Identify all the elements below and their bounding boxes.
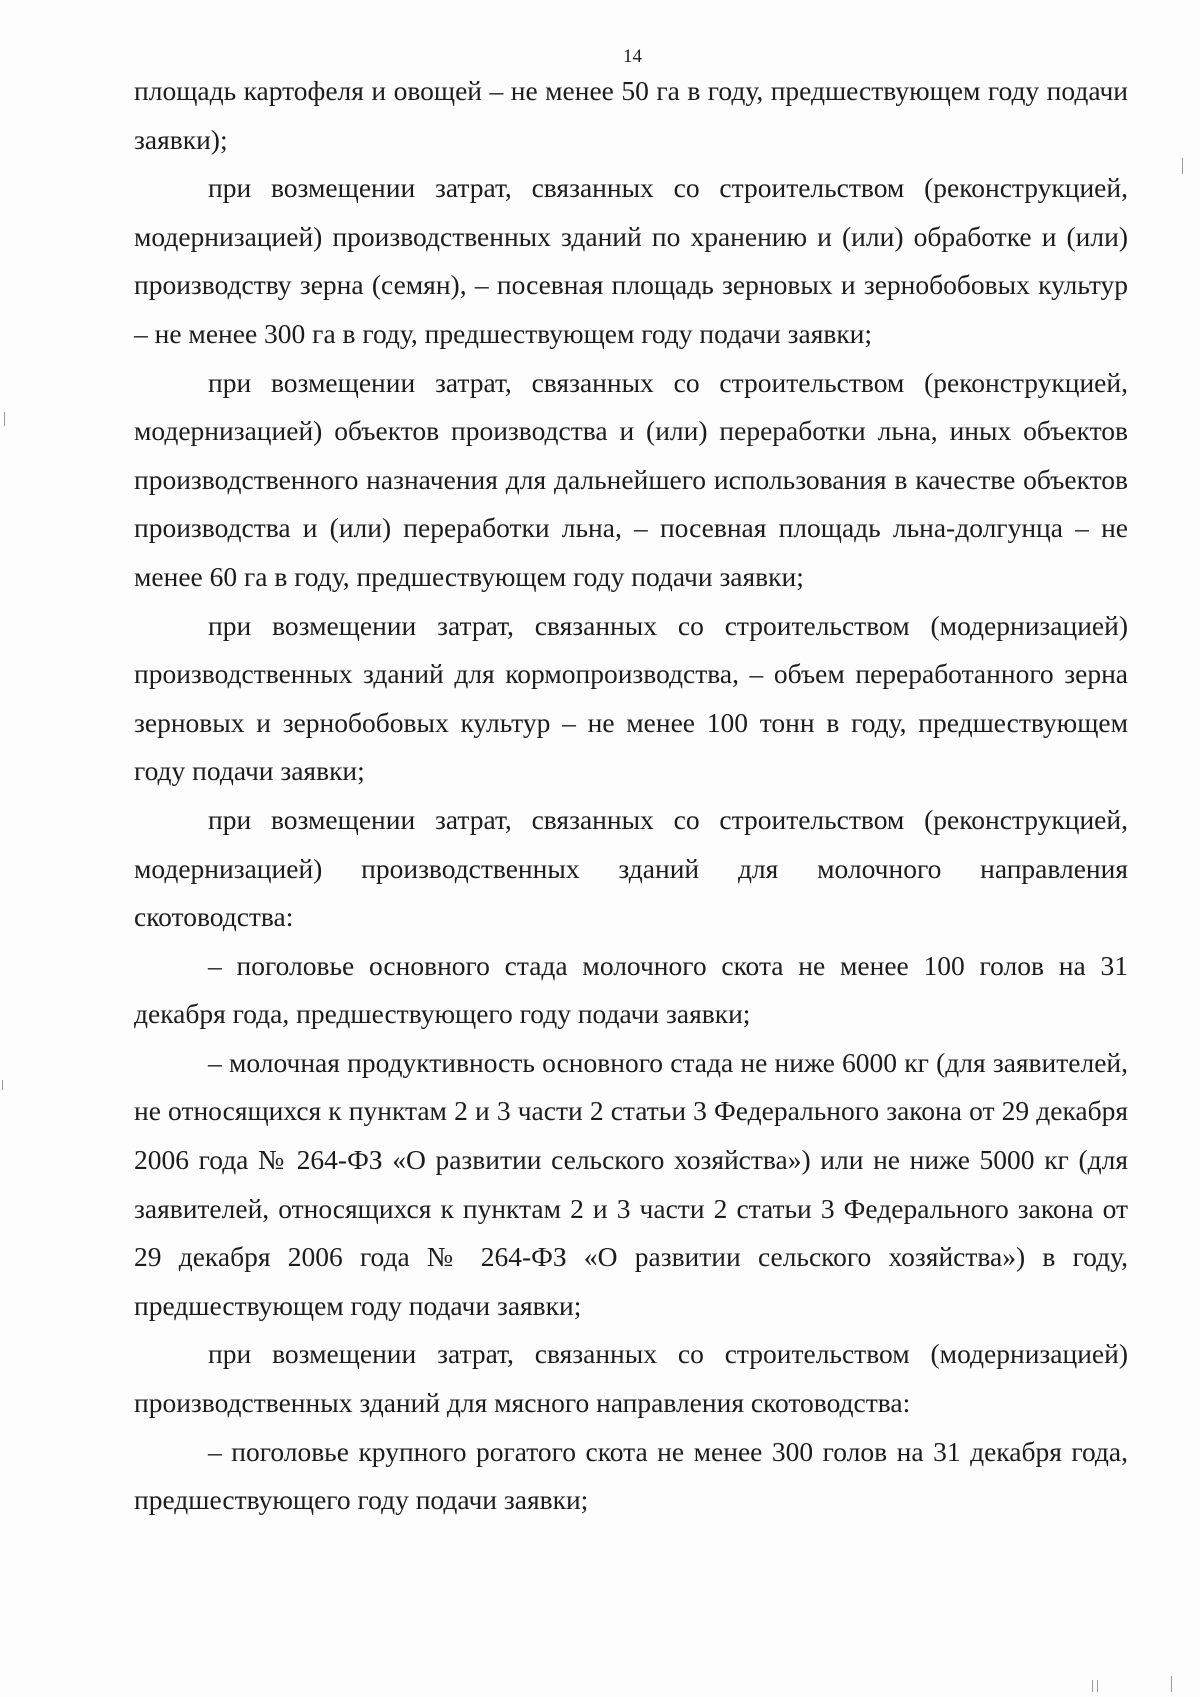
scan-mark-bottom-3 bbox=[1171, 1676, 1172, 1692]
paragraph-dairy-productivity: – молочная продуктивность основного стада не ниже 6000 кг (для заявителей, не относящихся к пунктам 2 и 3 части 2 статьи 3 Федерального закона от 29 декабря 2006 года № 264-ФЗ «О развитии сельского хозяйства») или не ниже 5000 кг (для заявителей, относящихся к пунктам 2 и 3 части 2 статьи 3 Федерального закона от 29 декабря 2006 года № 264-ФЗ «О развитии сельского хозяйства») в году, предшествующем году подачи заявки; bbox=[134, 1046, 1128, 1321]
scan-mark-left-1 bbox=[4, 412, 5, 426]
scan-mark-right bbox=[1182, 158, 1183, 174]
page-number: 14 bbox=[623, 46, 642, 67]
paragraph-dairy-herd: – поголовье основного стада молочного скота не менее 100 голов на 31 декабря года, предшествующего году подачи заявки; bbox=[134, 949, 1128, 1030]
scan-mark-bottom-2 bbox=[1097, 1680, 1098, 1692]
paragraph-dairy-intro: при возмещении затрат, связанных со строительством (реконструкцией, модернизацией) производственных зданий для молочного направления скотоводства: bbox=[134, 803, 1128, 933]
scan-mark-left-2 bbox=[2, 1080, 3, 1090]
scan-mark-bottom-1 bbox=[1092, 1680, 1093, 1692]
paragraph-beef-herd: – поголовье крупного рогатого скота не менее 300 голов на 31 декабря года, предшествующего году подачи заявки; bbox=[134, 1435, 1128, 1516]
paragraph-feed-production: при возмещении затрат, связанных со строительством (модернизацией) производственных зданий для кормопроизводства, – объем переработанного зерна зерновых и зернобобовых культур – не менее 100 тонн в году, предшествующем году подачи заявки; bbox=[134, 609, 1128, 787]
paragraph-potato-area: площадь картофеля и овощей – не менее 50 га в году, предшествующем году подачи заявки); bbox=[134, 75, 1128, 155]
paragraph-beef-intro: при возмещении затрат, связанных со строительством (модернизацией) производственных зданий для мясного направления скотоводства: bbox=[134, 1338, 1128, 1419]
paragraph-flax-processing: при возмещении затрат, связанных со строительством (реконструкцией, модернизацией) объектов производства и (или) переработки льна, иных объектов производственного назначения для дальнейшего использования в качестве объектов производства и (или) переработки льна, – посевная площадь льна-долгунца – не менее 60 га в году, предшествующем году подачи заявки; bbox=[134, 366, 1128, 592]
paragraph-grain-storage: при возмещении затрат, связанных со строительством (реконструкцией, модернизацией) производственных зданий по хранению и (или) обработке и (или) производству зерна (семян), – посевная площадь зерновых и зернобобовых культур – не менее 300 га в году, предшествующем году подачи заявки; bbox=[134, 172, 1128, 349]
document-body bbox=[134, 67, 1128, 1525]
